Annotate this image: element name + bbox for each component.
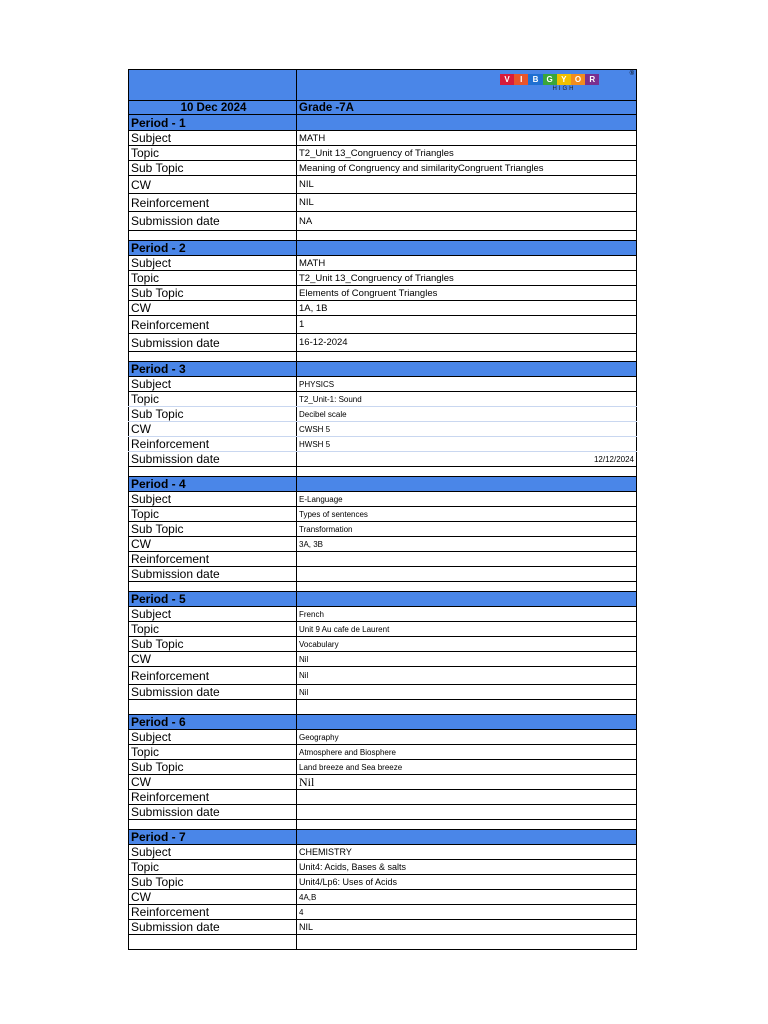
subject-label: Subject [128, 256, 297, 270]
period-title-right [297, 477, 637, 491]
topic-value: Atmosphere and Biosphere [297, 745, 637, 759]
subtopic-row [128, 522, 637, 537]
cw-row [128, 775, 637, 790]
header-grade: Grade -7A [297, 101, 637, 114]
submission-row [128, 805, 637, 820]
period-title-right [297, 362, 637, 376]
period-title-right [297, 592, 637, 606]
spacer-row [128, 700, 637, 715]
subtopic-value: Transformation [297, 522, 637, 536]
header-date: 10 Dec 2024 [128, 101, 297, 114]
cw-value: NIL [297, 176, 637, 193]
topic-row [128, 507, 637, 522]
subject-row [128, 607, 637, 622]
submission-label: Submission date [128, 212, 297, 230]
period-title: Period - 5 [128, 592, 297, 606]
cw-row [128, 422, 637, 437]
spacer-row [128, 582, 637, 592]
subtopic-label: Sub Topic [128, 522, 297, 536]
subtopic-row [128, 407, 637, 422]
submission-row [128, 685, 637, 700]
topic-value: Unit4: Acids, Bases & salts [297, 860, 637, 874]
logo-row [128, 69, 637, 101]
subtopic-value: Meaning of Congruency and similarityCongruent Triangles [297, 161, 637, 175]
cw-label: CW [128, 176, 297, 193]
spacer-right [297, 582, 637, 591]
subtopic-row [128, 875, 637, 890]
reinforcement-row [128, 437, 637, 452]
cw-label: CW [128, 537, 297, 551]
logo-row-right [297, 70, 637, 100]
subtopic-label: Sub Topic [128, 637, 297, 651]
spacer-left [128, 582, 297, 591]
spacer-left [128, 352, 297, 361]
period-block [128, 715, 637, 830]
subtopic-row [128, 161, 637, 176]
subtopic-value: Vocabulary [297, 637, 637, 651]
subtopic-row [128, 637, 637, 652]
cw-value: 1A, 1B [297, 301, 637, 315]
cw-value: 3A, 3B [297, 537, 637, 551]
subject-row [128, 845, 637, 860]
reinforcement-label: Reinforcement [128, 790, 297, 804]
cw-row [128, 890, 637, 905]
topic-row [128, 392, 637, 407]
period-block [128, 830, 637, 950]
logo-letter: B [528, 74, 542, 85]
subject-label: Subject [128, 607, 297, 621]
reinforcement-row [128, 316, 637, 334]
topic-label: Topic [128, 271, 297, 285]
topic-value: Types of sentences [297, 507, 637, 521]
spacer-row [128, 231, 637, 241]
cw-label: CW [128, 775, 297, 789]
submission-value [297, 805, 637, 819]
subtopic-row [128, 760, 637, 775]
topic-label: Topic [128, 860, 297, 874]
cw-value: 4A,B [297, 890, 637, 904]
subject-label: Subject [128, 377, 297, 391]
period-title-right [297, 715, 637, 729]
period-title: Period - 6 [128, 715, 297, 729]
cw-row [128, 652, 637, 667]
spacer-right [297, 352, 637, 361]
reinforcement-row [128, 194, 637, 212]
period-title: Period - 2 [128, 241, 297, 255]
spacer-left [128, 700, 297, 714]
subject-row [128, 131, 637, 146]
spacer-row [128, 820, 637, 830]
subject-value: MATH [297, 131, 637, 145]
topic-row [128, 146, 637, 161]
submission-row [128, 920, 637, 935]
logo-registered-mark: ® [629, 71, 634, 77]
subject-value: E-Language [297, 492, 637, 506]
reinforcement-label: Reinforcement [128, 905, 297, 919]
submission-row [128, 334, 637, 352]
subtopic-value: Decibel scale [297, 407, 637, 421]
subject-label: Subject [128, 492, 297, 506]
reinforcement-label: Reinforcement [128, 667, 297, 684]
logo-letters [500, 74, 628, 85]
subject-row [128, 730, 637, 745]
period-title-right [297, 241, 637, 255]
cw-value: Nil [297, 652, 637, 666]
period-title-row [128, 115, 637, 131]
cw-label: CW [128, 422, 297, 436]
period-title-row [128, 477, 637, 492]
reinforcement-value [297, 552, 637, 566]
topic-label: Topic [128, 146, 297, 160]
subject-value: CHEMISTRY [297, 845, 637, 859]
period-block [128, 241, 637, 362]
subject-value: MATH [297, 256, 637, 270]
cw-label: CW [128, 301, 297, 315]
period-title: Period - 7 [128, 830, 297, 844]
reinforcement-value: 1 [297, 316, 637, 333]
subject-row [128, 256, 637, 271]
reinforcement-value: HWSH 5 [297, 437, 637, 451]
submission-label: Submission date [128, 685, 297, 699]
subject-label: Subject [128, 131, 297, 145]
reinforcement-row [128, 552, 637, 567]
reinforcement-label: Reinforcement [128, 437, 297, 451]
submission-label: Submission date [128, 805, 297, 819]
subtopic-label: Sub Topic [128, 760, 297, 774]
period-title-row [128, 715, 637, 730]
submission-label: Submission date [128, 334, 297, 351]
submission-row [128, 452, 637, 467]
spacer-right [297, 935, 637, 949]
subject-value: French [297, 607, 637, 621]
logo-letter: R [585, 74, 599, 85]
topic-label: Topic [128, 392, 297, 406]
period-title-right [297, 830, 637, 844]
cw-label: CW [128, 652, 297, 666]
subject-row [128, 492, 637, 507]
topic-value: Unit 9 Au cafe de Laurent [297, 622, 637, 636]
spacer-row [128, 352, 637, 362]
period-title-right [297, 115, 637, 130]
reinforcement-label: Reinforcement [128, 552, 297, 566]
spacer-right [297, 700, 637, 714]
reinforcement-value: 4 [297, 905, 637, 919]
subject-value: Geography [297, 730, 637, 744]
reinforcement-value: Nil [297, 667, 637, 684]
subtopic-label: Sub Topic [128, 161, 297, 175]
logo-letter: G [543, 74, 557, 85]
logo-letter: V [500, 74, 514, 85]
submission-value: NIL [297, 920, 637, 934]
cw-row [128, 537, 637, 552]
topic-value: T2_Unit 13_Congruency of Triangles [297, 146, 637, 160]
topic-value: T2_Unit 13_Congruency of Triangles [297, 271, 637, 285]
reinforcement-row [128, 790, 637, 805]
period-title-row [128, 592, 637, 607]
logo-letter: Y [557, 74, 571, 85]
spacer-right [297, 820, 637, 829]
logo-row-left [128, 70, 297, 100]
topic-row [128, 860, 637, 875]
spacer-row [128, 935, 637, 950]
cw-value: Nil [297, 775, 637, 789]
reinforcement-value [297, 790, 637, 804]
reinforcement-label: Reinforcement [128, 194, 297, 211]
timetable-sheet [128, 69, 637, 950]
reinforcement-value: NIL [297, 194, 637, 211]
periods-container [128, 115, 637, 950]
cw-label: CW [128, 890, 297, 904]
logo-subtitle: HIGH [552, 86, 576, 92]
submission-value: NA [297, 212, 637, 230]
reinforcement-row [128, 905, 637, 920]
topic-row [128, 745, 637, 760]
reinforcement-label: Reinforcement [128, 316, 297, 333]
logo-letter: O [571, 74, 585, 85]
topic-label: Topic [128, 622, 297, 636]
submission-label: Submission date [128, 452, 297, 466]
topic-label: Topic [128, 745, 297, 759]
logo-letter: I [514, 74, 528, 85]
submission-value: Nil [297, 685, 637, 699]
subject-row [128, 377, 637, 392]
subject-label: Subject [128, 845, 297, 859]
submission-value: 12/12/2024 [297, 452, 637, 466]
subtopic-label: Sub Topic [128, 286, 297, 300]
period-block [128, 362, 637, 477]
period-title: Period - 1 [128, 115, 297, 130]
reinforcement-row [128, 667, 637, 685]
vibgyor-logo [500, 71, 634, 100]
topic-row [128, 622, 637, 637]
spacer-row [128, 467, 637, 477]
topic-label: Topic [128, 507, 297, 521]
period-title: Period - 3 [128, 362, 297, 376]
spacer-left [128, 467, 297, 476]
header-row [128, 101, 637, 115]
period-title-row [128, 830, 637, 845]
spacer-left [128, 820, 297, 829]
period-block [128, 115, 637, 241]
subtopic-row [128, 286, 637, 301]
spacer-left [128, 935, 297, 949]
spacer-right [297, 231, 637, 240]
cw-row [128, 301, 637, 316]
subtopic-value: Unit4/Lp6: Uses of Acids [297, 875, 637, 889]
subtopic-label: Sub Topic [128, 875, 297, 889]
spacer-right [297, 467, 637, 476]
cw-value: CWSH 5 [297, 422, 637, 436]
submission-value [297, 567, 637, 581]
submission-row [128, 567, 637, 582]
submission-row [128, 212, 637, 231]
topic-row [128, 271, 637, 286]
cw-row [128, 176, 637, 194]
period-title-row [128, 362, 637, 377]
period-title-row [128, 241, 637, 256]
spacer-left [128, 231, 297, 240]
period-block [128, 477, 637, 592]
subtopic-value: Land breeze and Sea breeze [297, 760, 637, 774]
subtopic-value: Elements of Congruent Triangles [297, 286, 637, 300]
subject-value: PHYSICS [297, 377, 637, 391]
submission-value: 16-12-2024 [297, 334, 637, 351]
period-block [128, 592, 637, 715]
submission-label: Submission date [128, 567, 297, 581]
topic-value: T2_Unit-1: Sound [297, 392, 637, 406]
submission-label: Submission date [128, 920, 297, 934]
subtopic-label: Sub Topic [128, 407, 297, 421]
period-title: Period - 4 [128, 477, 297, 491]
subject-label: Subject [128, 730, 297, 744]
